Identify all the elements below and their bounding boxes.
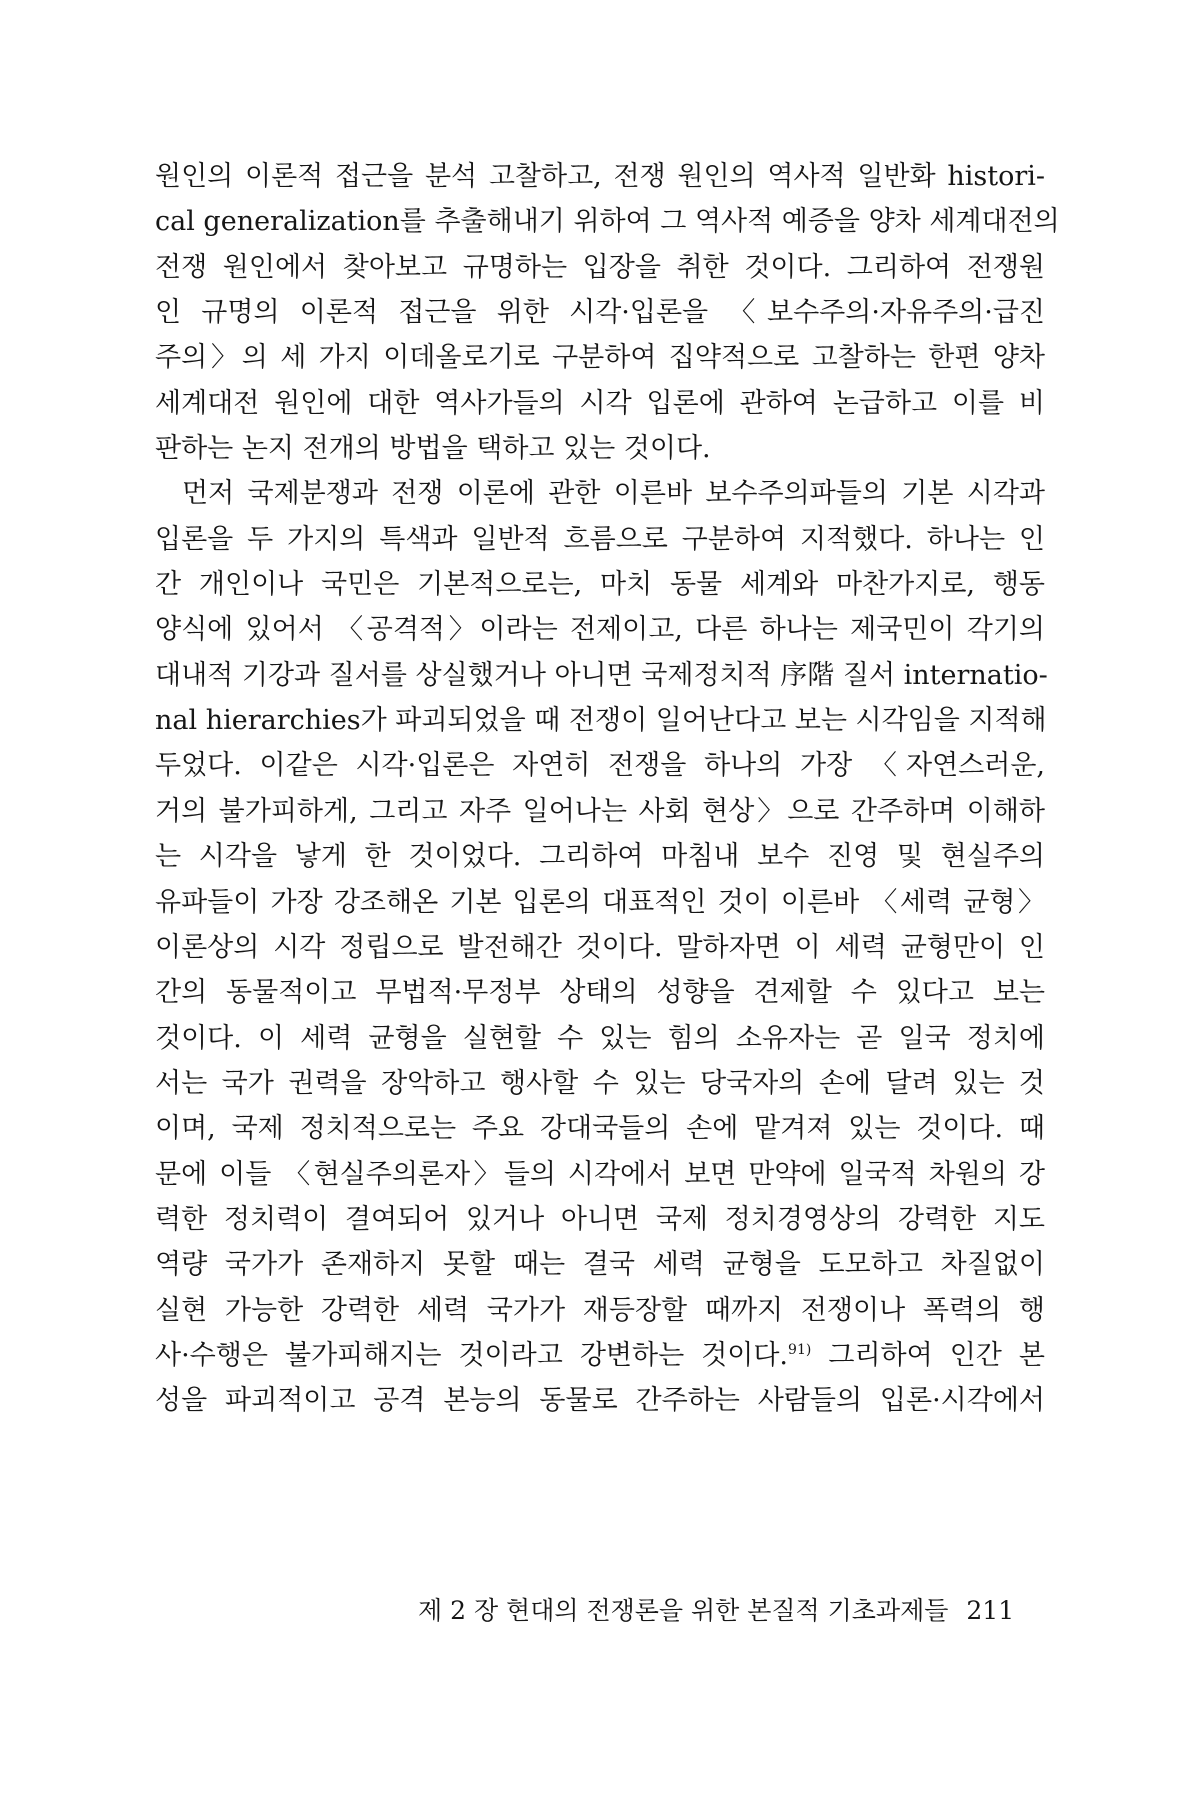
text-line: 판하는 논지 전개의 방법을 택하고 있는 것이다. — [155, 433, 711, 465]
text-line: 간 개인이나 국민은 기본적으로는, 마치 동물 세계와 마찬가지로, 행동 — [155, 569, 1045, 601]
text-line-with-footnote — [155, 1333, 1045, 1378]
text-line: 는 시각을 낳게 한 것이었다. 그리하여 마침내 보수 진영 및 현실주의 — [155, 841, 1045, 873]
text-line: 서는 국가 권력을 장악하고 행사할 수 있는 당국자의 손에 달려 있는 것 — [155, 1067, 1045, 1099]
page-number: 211 — [966, 1596, 1015, 1625]
text-line-indent: 먼저 국제분쟁과 전쟁 이론에 관한 이른바 보수주의파들의 기본 시각과 — [182, 478, 1045, 510]
text-line: 거의 불가피하게, 그리고 자주 일어나는 사회 현상〉으로 간주하며 이해하 — [155, 795, 1045, 827]
text-line: 력한 정치력이 결여되어 있거나 아니면 국제 정치경영상의 강력한 지도 — [155, 1203, 1045, 1235]
text-line: cal generalization를 추출해내기 위하여 그 역사적 예증을 양차 세계대전의 — [155, 206, 1060, 238]
text-line: 전쟁 원인에서 찾아보고 규명하는 입장을 취한 것이다. 그리하여 전쟁원 — [155, 251, 1045, 283]
body-text — [155, 154, 1060, 1424]
text-line: 것이다. 이 세력 균형을 실현할 수 있는 힘의 소유자는 곧 일국 정치에 — [155, 1022, 1045, 1054]
text-line: 성을 파괴적이고 공격 본능의 동물로 간주하는 사람들의 입론·시각에서 — [155, 1385, 1045, 1417]
text-line: nal hierarchies가 파괴되었을 때 전쟁이 일어난다고 보는 시각임을 지적해 — [155, 705, 1047, 737]
text-line: 대내적 기강과 질서를 상실했거나 아니면 국제정치적 序階 질서 internatio- — [155, 659, 1048, 691]
text-segment: 그리하여 인간 본 — [828, 1339, 1045, 1371]
text-line: 유파들이 가장 강조해온 기본 입론의 대표적인 것이 이른바 〈세력 균형〉 — [155, 886, 1045, 918]
text-line: 이론상의 시각 정립으로 발전해간 것이다. 말하자면 이 세력 균형만이 인 — [155, 931, 1045, 963]
text-line: 주의〉의 세 가지 이데올로기로 구분하여 집약적으로 고찰하는 한편 양차 — [155, 342, 1045, 374]
text-line: 양식에 있어서 〈공격적〉이라는 전제이고, 다른 하나는 제국민이 각기의 — [155, 614, 1045, 646]
text-line: 입론을 두 가지의 특색과 일반적 흐름으로 구분하여 지적했다. 하나는 인 — [155, 523, 1045, 555]
text-line: 인 규명의 이론적 접근을 위한 시각·입론을 〈보수주의·자유주의·급진 — [155, 297, 1045, 329]
text-line: 원인의 이론적 접근을 분석 고찰하고, 전쟁 원인의 역사적 일반화 histori- — [155, 161, 1045, 192]
footnote-marker: 91) — [788, 1341, 812, 1358]
text-line: 이며, 국제 정치적으로는 주요 강대국들의 손에 맡겨져 있는 것이다. 때 — [155, 1113, 1045, 1145]
text-line: 세계대전 원인에 대한 역사가들의 시각 입론에 관하여 논급하고 이를 비 — [155, 387, 1045, 419]
text-line: 역량 국가가 존재하지 못할 때는 결국 세력 균형을 도모하고 차질없이 — [155, 1249, 1045, 1281]
text-segment: 사·수행은 불가피해지는 것이라고 강변하는 것이다. — [155, 1339, 789, 1371]
text-line: 두었다. 이같은 시각·입론은 자연히 전쟁을 하나의 가장 〈자연스러운, — [155, 750, 1045, 782]
running-head: 제 2 장 현대의 전쟁론을 위한 본질적 기초과제들 — [418, 1596, 949, 1625]
text-line: 간의 동물적이고 무법적·무정부 상태의 성향을 견제할 수 있다고 보는 — [155, 977, 1045, 1009]
text-line: 문에 이들 〈현실주의론자〉들의 시각에서 보면 만약에 일국적 차원의 강 — [155, 1158, 1045, 1190]
page-footer — [418, 1591, 1018, 1627]
text-line: 실현 가능한 강력한 세력 국가가 재등장할 때까지 전쟁이나 폭력의 행 — [155, 1294, 1045, 1326]
